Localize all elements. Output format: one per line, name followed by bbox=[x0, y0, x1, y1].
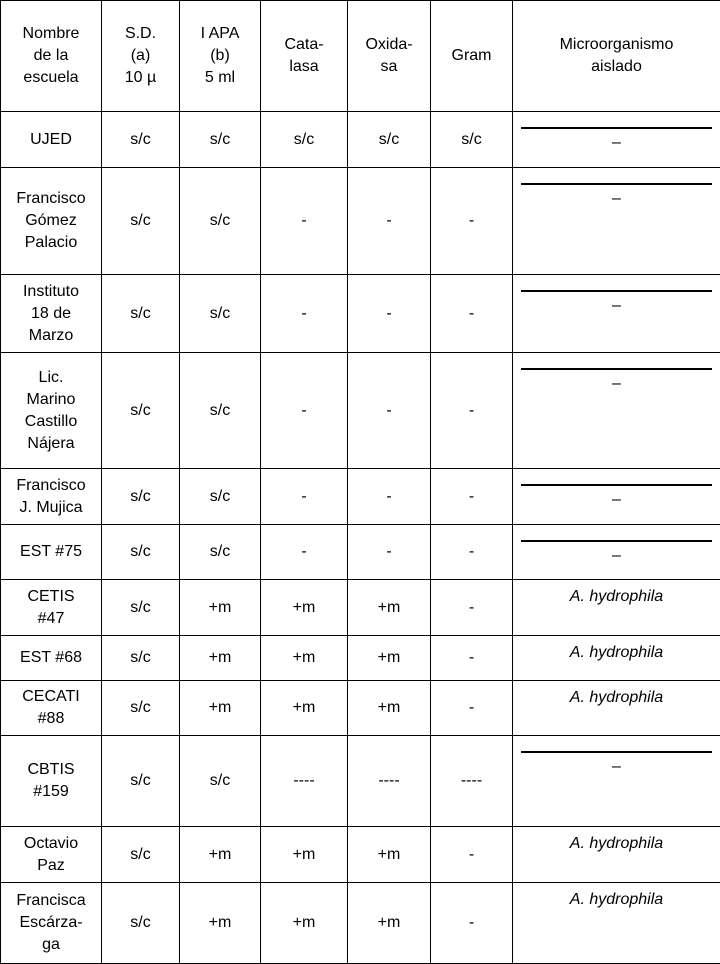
school-name-cell bbox=[1, 353, 102, 469]
blank-line bbox=[521, 540, 712, 542]
text-line: de la bbox=[3, 45, 99, 67]
iapa-cell: +m bbox=[180, 681, 261, 736]
blank-entry bbox=[521, 168, 712, 207]
blank-line bbox=[521, 183, 712, 185]
header-row bbox=[1, 1, 720, 112]
text-line: UJED bbox=[3, 129, 99, 151]
text-line: Marzo bbox=[3, 325, 99, 347]
microorganism-cell bbox=[513, 681, 720, 736]
gram-cell: - bbox=[431, 883, 513, 964]
microorganism-cell bbox=[513, 469, 720, 525]
text-line: escuela bbox=[3, 67, 99, 89]
catalasa-cell: - bbox=[261, 469, 348, 525]
gram-cell: - bbox=[431, 275, 513, 353]
oxidasa-cell: +m bbox=[348, 827, 431, 883]
blank-entry bbox=[521, 275, 712, 314]
gram-cell: - bbox=[431, 636, 513, 681]
oxidasa-cell: +m bbox=[348, 681, 431, 736]
microorganism-cell bbox=[513, 168, 720, 275]
microorganism-cell bbox=[513, 353, 720, 469]
iapa-cell: s/c bbox=[180, 525, 261, 580]
microorganism-cell bbox=[513, 636, 720, 681]
text-line: 10 µ bbox=[104, 67, 177, 89]
microorganism-cell bbox=[513, 525, 720, 580]
text-line: Gram bbox=[433, 45, 510, 67]
oxidasa-cell: s/c bbox=[348, 112, 431, 168]
catalasa-cell: +m bbox=[261, 580, 348, 636]
oxidasa-cell: - bbox=[348, 469, 431, 525]
header-school bbox=[1, 1, 102, 112]
microorganism-cell bbox=[513, 736, 720, 827]
sd-cell: s/c bbox=[102, 275, 180, 353]
iapa-cell: s/c bbox=[180, 275, 261, 353]
oxidasa-cell: +m bbox=[348, 580, 431, 636]
oxidasa-cell: +m bbox=[348, 883, 431, 964]
blank-line bbox=[521, 290, 712, 292]
header-microorganism bbox=[513, 1, 720, 112]
microorganism-cell bbox=[513, 883, 720, 964]
oxidasa-cell: - bbox=[348, 353, 431, 469]
microorganism-cell bbox=[513, 112, 720, 168]
text-line: sa bbox=[350, 56, 428, 78]
table-row bbox=[1, 636, 720, 681]
sd-cell: s/c bbox=[102, 525, 180, 580]
text-line: Castillo bbox=[3, 411, 99, 433]
table-row bbox=[1, 525, 720, 580]
dash-mark: – bbox=[521, 135, 712, 151]
school-name-cell bbox=[1, 636, 102, 681]
table-row bbox=[1, 353, 720, 469]
header-iapa bbox=[180, 1, 261, 112]
text-line: Lic. bbox=[3, 367, 99, 389]
iapa-cell: +m bbox=[180, 580, 261, 636]
text-line: Gómez bbox=[3, 210, 99, 232]
gram-cell: - bbox=[431, 681, 513, 736]
gram-cell: - bbox=[431, 353, 513, 469]
text-line: CETIS bbox=[3, 586, 99, 608]
species-name: A. hydrophila bbox=[521, 586, 712, 608]
iapa-cell: +m bbox=[180, 827, 261, 883]
dash-mark: – bbox=[521, 492, 712, 508]
table-row bbox=[1, 469, 720, 525]
text-line: (a) bbox=[104, 45, 177, 67]
sd-cell: s/c bbox=[102, 636, 180, 681]
text-line: Microorganismo bbox=[515, 34, 718, 56]
table-row bbox=[1, 883, 720, 964]
species-name: A. hydrophila bbox=[521, 833, 712, 855]
table-row bbox=[1, 736, 720, 827]
text-line: Francisco bbox=[3, 188, 99, 210]
text-line: I APA bbox=[182, 23, 258, 45]
blank-entry bbox=[521, 353, 712, 392]
school-name-cell bbox=[1, 168, 102, 275]
catalasa-cell: ---- bbox=[261, 736, 348, 827]
microorganism-cell bbox=[513, 827, 720, 883]
text-line: #47 bbox=[3, 608, 99, 630]
sd-cell: s/c bbox=[102, 736, 180, 827]
microorganism-cell bbox=[513, 275, 720, 353]
sd-cell: s/c bbox=[102, 883, 180, 964]
school-name-cell bbox=[1, 469, 102, 525]
text-line: #88 bbox=[3, 708, 99, 730]
text-line: Cata- bbox=[263, 34, 345, 56]
header-oxidasa bbox=[348, 1, 431, 112]
text-line: Octavio bbox=[3, 833, 99, 855]
header-sd bbox=[102, 1, 180, 112]
school-name-cell bbox=[1, 112, 102, 168]
school-name-cell bbox=[1, 580, 102, 636]
catalasa-cell: +m bbox=[261, 827, 348, 883]
text-line: lasa bbox=[263, 56, 345, 78]
iapa-cell: s/c bbox=[180, 112, 261, 168]
iapa-cell: s/c bbox=[180, 469, 261, 525]
header-catalasa bbox=[261, 1, 348, 112]
text-line: CBTIS bbox=[3, 759, 99, 781]
microorganism-cell bbox=[513, 580, 720, 636]
gram-cell: - bbox=[431, 168, 513, 275]
blank-line bbox=[521, 127, 712, 129]
iapa-cell: s/c bbox=[180, 353, 261, 469]
text-line: Escárza- bbox=[3, 912, 99, 934]
text-line: Francisca bbox=[3, 890, 99, 912]
catalasa-cell: +m bbox=[261, 883, 348, 964]
sd-cell: s/c bbox=[102, 112, 180, 168]
dash-mark: – bbox=[521, 376, 712, 392]
iapa-cell: s/c bbox=[180, 168, 261, 275]
gram-cell: - bbox=[431, 827, 513, 883]
species-name: A. hydrophila bbox=[521, 687, 712, 709]
gram-cell: ---- bbox=[431, 736, 513, 827]
school-name-cell bbox=[1, 883, 102, 964]
oxidasa-cell: +m bbox=[348, 636, 431, 681]
sd-cell: s/c bbox=[102, 827, 180, 883]
iapa-cell: s/c bbox=[180, 736, 261, 827]
gram-cell: - bbox=[431, 469, 513, 525]
header-gram bbox=[431, 1, 513, 112]
catalasa-cell: - bbox=[261, 353, 348, 469]
sd-cell: s/c bbox=[102, 353, 180, 469]
table-row bbox=[1, 275, 720, 353]
dash-mark: – bbox=[521, 191, 712, 207]
school-name-cell bbox=[1, 681, 102, 736]
text-line: S.D. bbox=[104, 23, 177, 45]
oxidasa-cell: - bbox=[348, 168, 431, 275]
text-line: CECATI bbox=[3, 686, 99, 708]
catalasa-cell: - bbox=[261, 168, 348, 275]
table-row bbox=[1, 827, 720, 883]
text-line: aislado bbox=[515, 56, 718, 78]
text-line: EST #75 bbox=[3, 541, 99, 563]
sd-cell: s/c bbox=[102, 681, 180, 736]
catalasa-cell: - bbox=[261, 525, 348, 580]
oxidasa-cell: ---- bbox=[348, 736, 431, 827]
dash-mark: – bbox=[521, 298, 712, 314]
text-line: (b) bbox=[182, 45, 258, 67]
dash-mark: – bbox=[521, 548, 712, 564]
blank-line bbox=[521, 484, 712, 486]
species-name: A. hydrophila bbox=[521, 889, 712, 911]
school-name-cell bbox=[1, 827, 102, 883]
table-row bbox=[1, 580, 720, 636]
text-line: Paz bbox=[3, 855, 99, 877]
school-name-cell bbox=[1, 525, 102, 580]
school-name-cell bbox=[1, 736, 102, 827]
oxidasa-cell: - bbox=[348, 275, 431, 353]
text-line: EST #68 bbox=[3, 647, 99, 669]
blank-entry bbox=[521, 112, 712, 151]
blank-line bbox=[521, 751, 712, 753]
blank-line bbox=[521, 368, 712, 370]
school-name-cell bbox=[1, 275, 102, 353]
gram-cell: - bbox=[431, 525, 513, 580]
catalasa-cell: - bbox=[261, 275, 348, 353]
iapa-cell: +m bbox=[180, 636, 261, 681]
table-row bbox=[1, 112, 720, 168]
sd-cell: s/c bbox=[102, 168, 180, 275]
blank-entry bbox=[521, 525, 712, 564]
text-line: Instituto bbox=[3, 281, 99, 303]
text-line: 18 de bbox=[3, 303, 99, 325]
catalasa-cell: s/c bbox=[261, 112, 348, 168]
text-line: 5 ml bbox=[182, 67, 258, 89]
text-line: Francisco bbox=[3, 475, 99, 497]
text-line: Nájera bbox=[3, 433, 99, 455]
blank-entry bbox=[521, 736, 712, 775]
text-line: #159 bbox=[3, 781, 99, 803]
text-line: Oxida- bbox=[350, 34, 428, 56]
species-name: A. hydrophila bbox=[521, 642, 712, 664]
text-line: Nombre bbox=[3, 23, 99, 45]
text-line: Palacio bbox=[3, 232, 99, 254]
blank-entry bbox=[521, 469, 712, 508]
text-line: J. Mujica bbox=[3, 497, 99, 519]
dash-mark: – bbox=[521, 759, 712, 775]
sd-cell: s/c bbox=[102, 580, 180, 636]
sd-cell: s/c bbox=[102, 469, 180, 525]
text-line: Marino bbox=[3, 389, 99, 411]
catalasa-cell: +m bbox=[261, 636, 348, 681]
table-row bbox=[1, 168, 720, 275]
catalasa-cell: +m bbox=[261, 681, 348, 736]
gram-cell: s/c bbox=[431, 112, 513, 168]
oxidasa-cell: - bbox=[348, 525, 431, 580]
gram-cell: - bbox=[431, 580, 513, 636]
table-row bbox=[1, 681, 720, 736]
iapa-cell: +m bbox=[180, 883, 261, 964]
text-line: ga bbox=[3, 934, 99, 956]
